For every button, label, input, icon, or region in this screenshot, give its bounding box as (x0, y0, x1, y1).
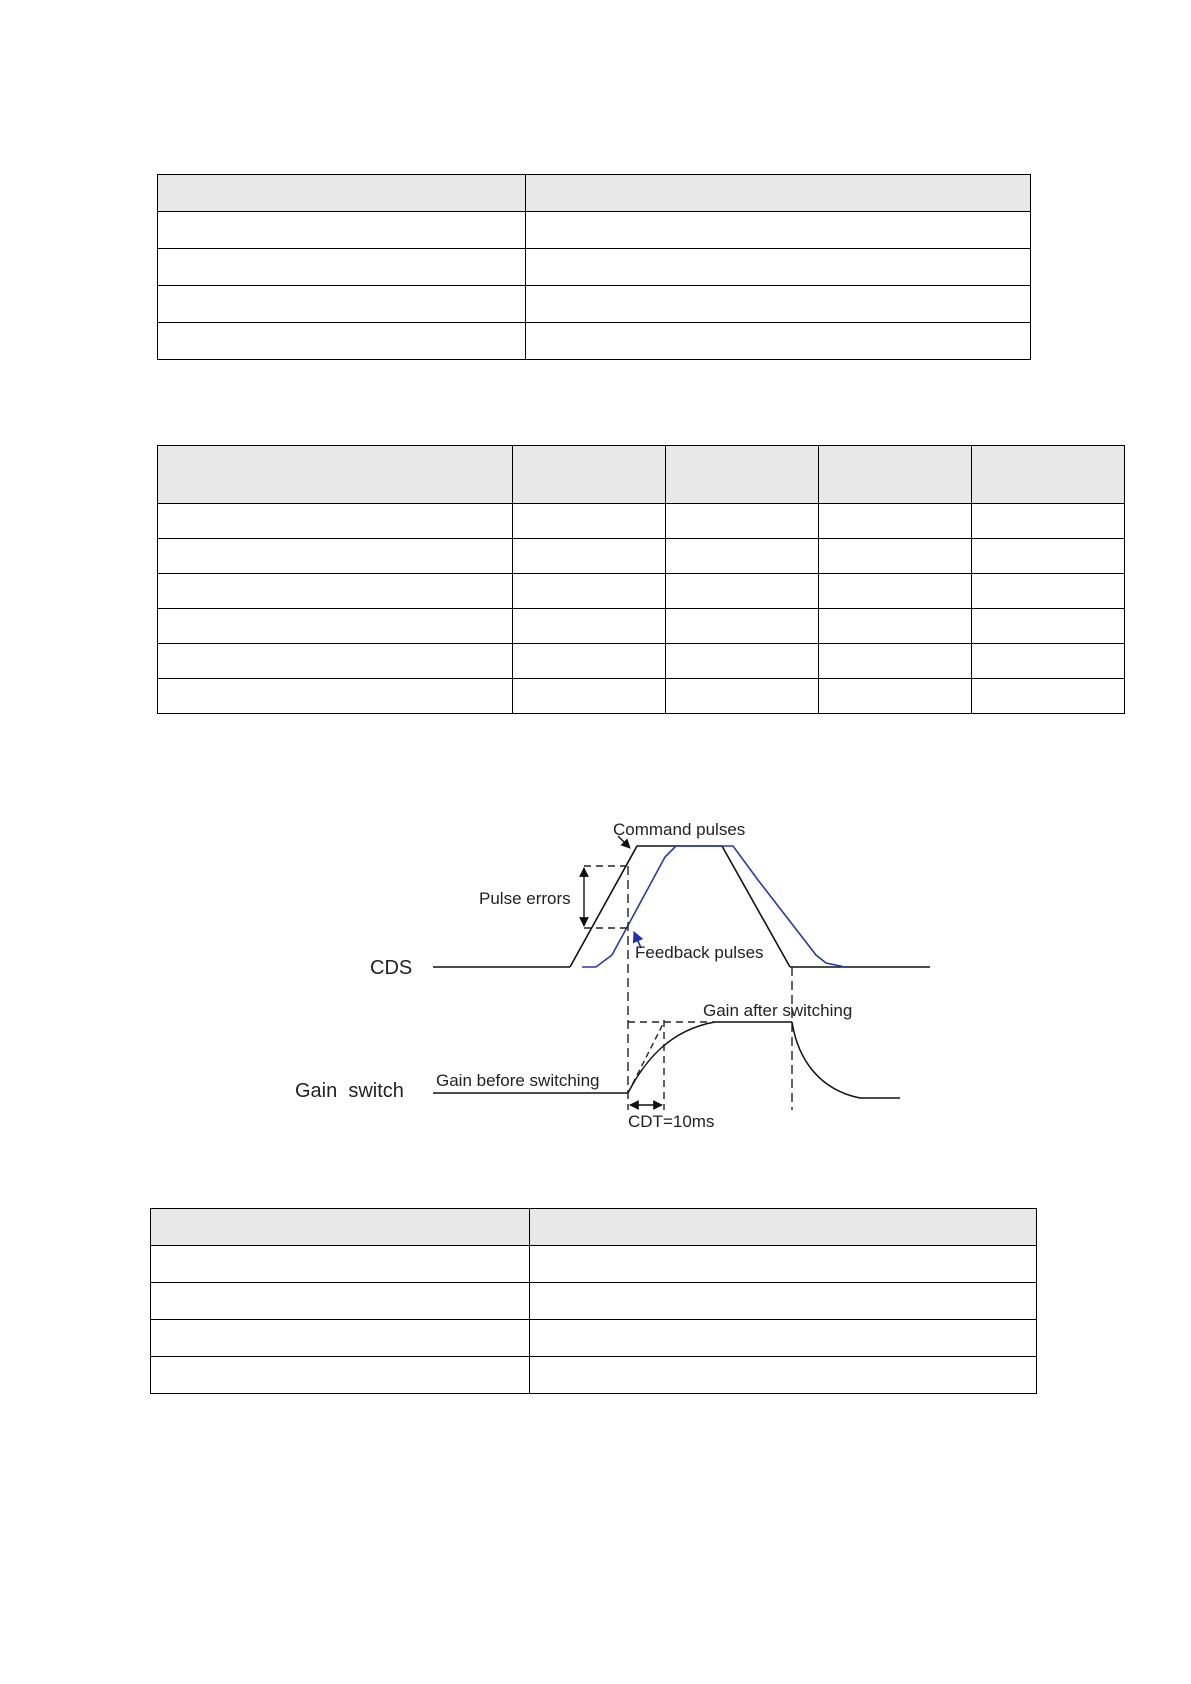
table-cell (819, 644, 972, 679)
table-cell (513, 679, 666, 714)
table-cell (666, 504, 819, 539)
gain-decay-curve (792, 1022, 900, 1098)
table-header-cell (530, 1209, 1037, 1246)
table-header-cell (513, 446, 666, 504)
table-cell (666, 574, 819, 609)
table-cell (972, 539, 1125, 574)
table-cell (819, 504, 972, 539)
table-row (158, 609, 1125, 644)
table-cell (526, 249, 1031, 286)
table-cell (158, 504, 513, 539)
parameter-table-1 (157, 174, 1031, 360)
label-gain-before-switching: Gain before switching (436, 1071, 600, 1090)
table-row (158, 679, 1125, 714)
label-cdt: CDT=10ms (628, 1112, 715, 1131)
table-cell (158, 249, 526, 286)
gain-switching-timing-diagram (280, 810, 940, 1140)
table-cell (158, 574, 513, 609)
table-cell (530, 1320, 1037, 1357)
table-header-cell (972, 446, 1125, 504)
table-cell (513, 539, 666, 574)
table-row (158, 539, 1125, 574)
table-cell (151, 1357, 530, 1394)
table-cell (151, 1320, 530, 1357)
table-row (158, 574, 1125, 609)
table-row (151, 1246, 1037, 1283)
gain-rise-curve (628, 1022, 792, 1093)
table-row (158, 504, 1125, 539)
table-cell (666, 679, 819, 714)
label-pulse-errors: Pulse errors (479, 889, 571, 908)
table-row (158, 644, 1125, 679)
table-cell (158, 679, 513, 714)
table-header-cell (666, 446, 819, 504)
table-cell (513, 609, 666, 644)
table-cell (158, 286, 526, 323)
gain-ideal-dashed-ramp (628, 1022, 664, 1093)
table-cell (666, 539, 819, 574)
table-header-row (158, 175, 1031, 212)
table-cell (526, 286, 1031, 323)
table-cell (530, 1283, 1037, 1320)
table-cell (158, 323, 526, 360)
table-cell (666, 644, 819, 679)
table-cell (513, 644, 666, 679)
table-cell (666, 609, 819, 644)
table-row (151, 1283, 1037, 1320)
table-header-row (151, 1209, 1037, 1246)
table-row (151, 1320, 1037, 1357)
table-row (158, 323, 1031, 360)
table-cell (530, 1357, 1037, 1394)
table-row (158, 212, 1031, 249)
table-cell (158, 539, 513, 574)
table-cell (526, 323, 1031, 360)
table-cell (158, 644, 513, 679)
table-header-cell (819, 446, 972, 504)
table-cell (158, 609, 513, 644)
table-cell (530, 1246, 1037, 1283)
parameter-table-3 (150, 1208, 1037, 1394)
table-row (151, 1357, 1037, 1394)
table-header-row (158, 446, 1125, 504)
label-gain-switch: Gain switch (295, 1080, 404, 1102)
label-feedback-pulses: Feedback pulses (635, 943, 764, 962)
label-cds: CDS (370, 957, 413, 979)
table-row (158, 286, 1031, 323)
table-cell (151, 1283, 530, 1320)
table-row (158, 249, 1031, 286)
table-cell (526, 212, 1031, 249)
table-header-cell (526, 175, 1031, 212)
table-cell (972, 644, 1125, 679)
table-header-cell (158, 175, 526, 212)
table-cell (158, 212, 526, 249)
table-header-cell (158, 446, 513, 504)
table-cell (819, 609, 972, 644)
table-cell (972, 574, 1125, 609)
table-cell (151, 1246, 530, 1283)
table-cell (819, 679, 972, 714)
table-cell (513, 574, 666, 609)
parameter-table-2 (157, 445, 1125, 714)
table-cell (819, 574, 972, 609)
label-gain-after-switching: Gain after switching (703, 1001, 853, 1020)
label-command-pulses: Command pulses (613, 820, 746, 839)
table-header-cell (151, 1209, 530, 1246)
table-cell (513, 504, 666, 539)
table-cell (972, 504, 1125, 539)
table-cell (972, 609, 1125, 644)
table-cell (972, 679, 1125, 714)
table-cell (819, 539, 972, 574)
